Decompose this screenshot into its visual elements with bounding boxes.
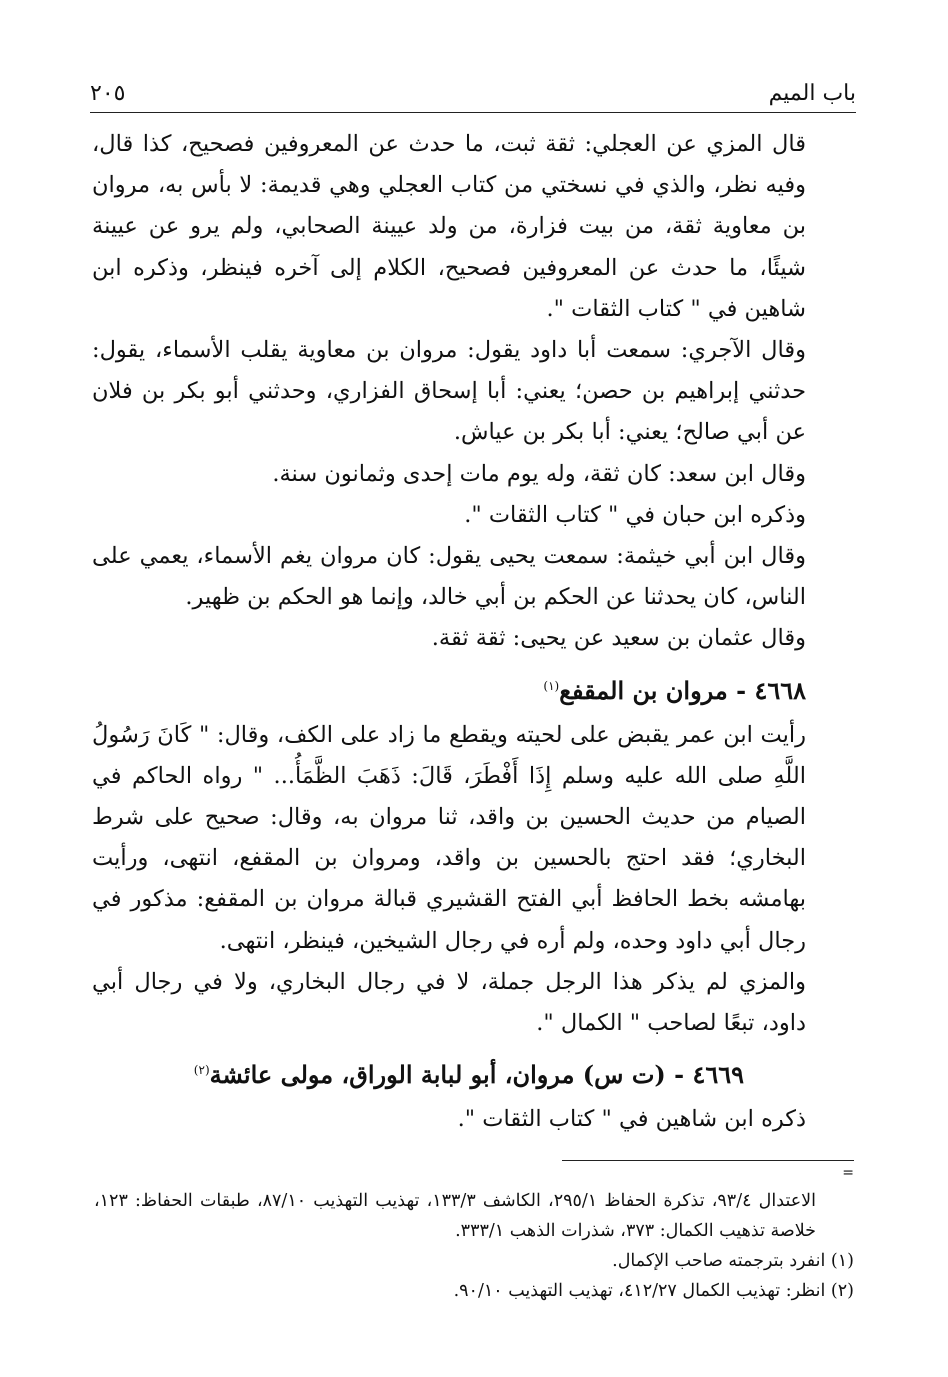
footnote-divider xyxy=(562,1160,854,1161)
running-header xyxy=(90,66,856,106)
paragraph-ajurri: وقال الآجري: سمعت أبا داود يقول: مروان بن معاوية يقلب الأسماء، يقول: حدثني إبراهيم بن حصن؛ يعني: أبا إسحاق الفزاري، وحدثني أبو بكر بن فلان عن أبي صالح؛ يعني: أبا بكر بن عياش. xyxy=(92,337,806,446)
main-text xyxy=(92,124,854,1140)
paragraph-mizzi: والمزي لم يذكر هذا الرجل جملة، لا في رجال البخاري، ولا في رجال أبي داود، تبعًا لصاحب " الكمال ". xyxy=(92,968,806,1037)
chapter-title: باب الميم xyxy=(768,81,856,106)
header-divider xyxy=(90,112,856,113)
entry-title-4669: ٤٦٦٩ - (ت س) مروان، أبو لبابة الوراق، مولى عائشة xyxy=(209,1060,744,1090)
entry-heading-4668 xyxy=(92,664,854,713)
paragraph-ibn-shahin: ذكره ابن شاهين في " كتاب الثقات ". xyxy=(457,1106,806,1133)
paragraph-ibn-saad: وقال ابن سعد: كان ثقة، وله يوم مات إحدى وثمانون سنة. xyxy=(272,460,806,487)
footnote-ref-1: (١) xyxy=(543,678,560,693)
paragraph-ijli: قال المزي عن العجلي: ثقة ثبت، ما حدث عن المعروفين فصحيح، كذا قال، وفيه نظر، والذي في نسختي من كتاب العجلي وهي قديمة: لا بأس به، مروان بن معاوية ثقة، من بيت فزارة، من ولد عيينة الصحابي، ولم يرو عن عيينة شيئًا، ما حدث عن المعروفين فصحيح، الكلام إلى آخره فينظر، وذكره ابن شاهين في " كتاب الثقات ". xyxy=(92,131,806,322)
footnote-ref-2: (٢) xyxy=(193,1063,210,1078)
paragraph-ibn-abi-khaythama: وقال ابن أبي خيثمة: سمعت يحيى يقول: كان مروان يغم الأسماء، يعمي على الناس، كان يحدثنا عن الحكم بن أبي خالد، وإنما هو الحكم بن ظهير. xyxy=(92,543,806,611)
entry-heading-4669 xyxy=(92,1048,854,1097)
entry-title-4668: ٤٦٦٨ - مروان بن المقفع xyxy=(559,675,806,705)
paragraph-uthman: وقال عثمان بن سعيد عن يحيى: ثقة ثقة. xyxy=(431,625,806,652)
footnote-2: (٢) انظر: تهذيب الكمال ٤١٢/٢٧، تهذيب التهذيب ٩٠/١٠. xyxy=(453,1281,854,1301)
paragraph-hadith: رأيت ابن عمر يقبض على لحيته ويقطع ما زاد على الكف، وقال: " كَانَ رَسُولُ اللَّهِ صلى الله عليه وسلم إِذَا أَفْطَرَ، قَالَ: ذَهَبَ الظَّمَأُ... " رواه الحاكم في الصيام من حديث الحسين بن واقد، ثنا مروان به، وقال: صحيح على شرط البخاري؛ فقد احتج بالحسين بن واقد، ومروان بن المقفع، انتهى، ورأيت بهامشه بخط الحافظ أبي الفتح القشيري قبالة مروان بن المقفع: مذكور في رجال أبي داود وحده، ولم أره في رجال الشيخين، فينظر، انتهى. xyxy=(92,721,806,954)
footnotes xyxy=(94,1186,854,1306)
footnote-continuation-mark: = xyxy=(842,1165,854,1181)
footnote-1: (١) انفرد بترجمته صاحب الإكمال. xyxy=(612,1251,854,1271)
page-number: ٢٠٥ xyxy=(90,81,126,106)
footnote-continuation: الاعتدال ٩٣/٤، تذكرة الحفاظ ٢٩٥/١، الكاشف ١٣٣/٣، تهذيب التهذيب ٨٧/١٠، طبقات الحفاظ: ١٢٣، خلاصة تذهيب الكمال: ٣٧٣، شذرات الذهب ٣٣٣/١. xyxy=(94,1191,817,1241)
paragraph-ibn-hibban: وذكره ابن حبان في " كتاب الثقات ". xyxy=(464,501,806,528)
